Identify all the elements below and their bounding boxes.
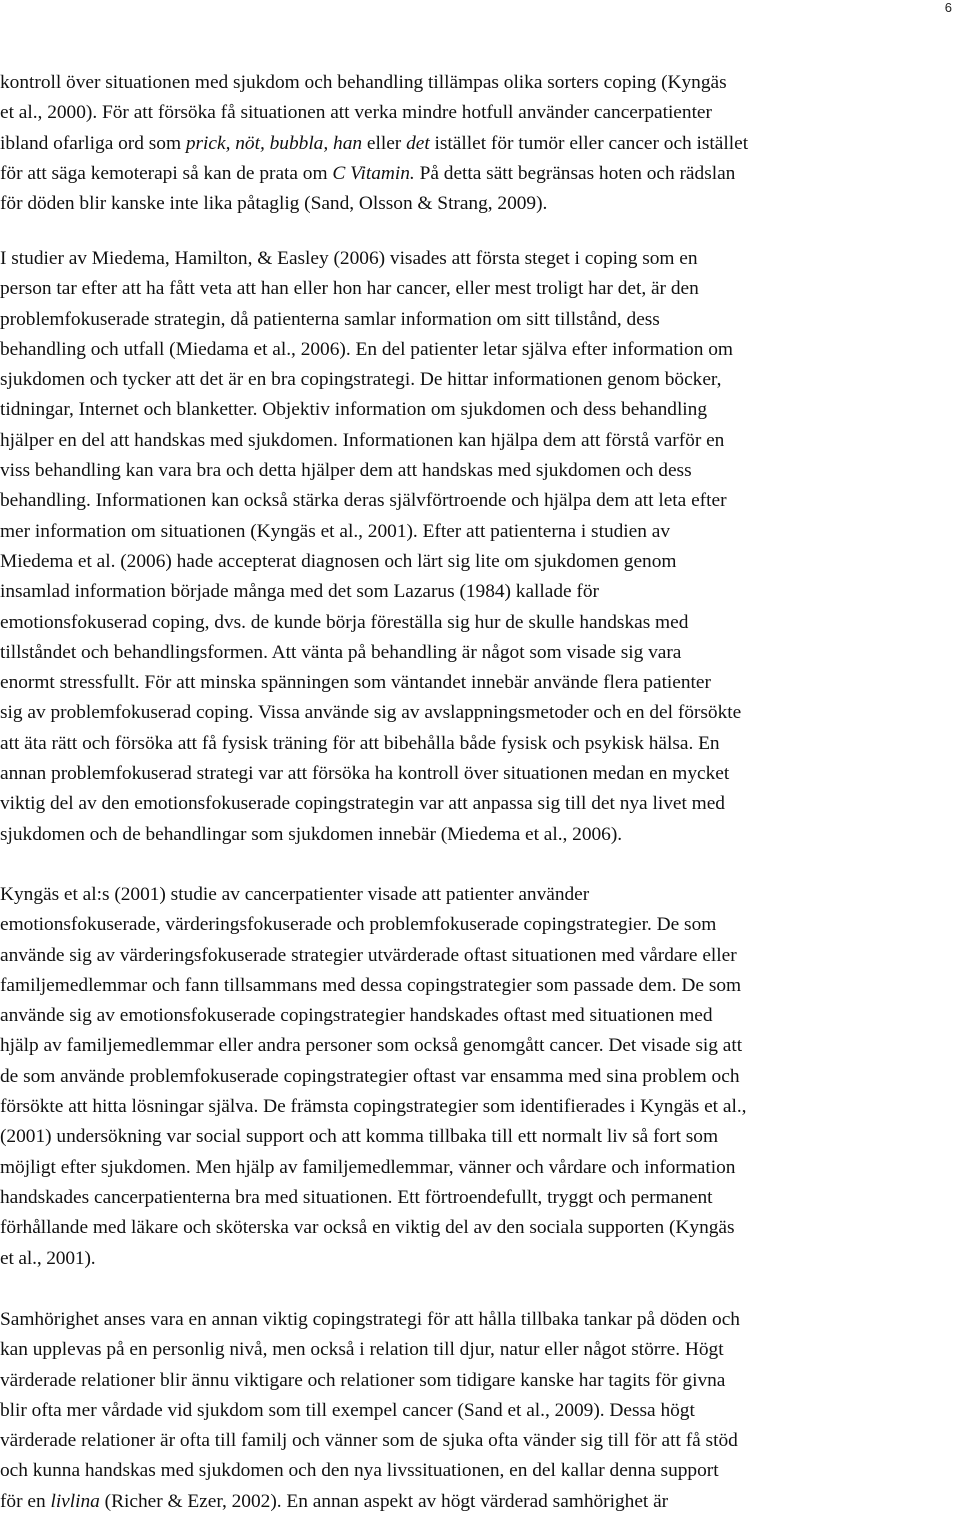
italic-text: C Vitamin. xyxy=(332,162,415,184)
body-text: enormt stressfullt. För att minska spänningen som väntandet innebär använde flera patienter xyxy=(0,672,711,694)
text-line xyxy=(0,305,957,335)
body-text: mer information om situationen (Kyngäs et al., 2001). Efter att patienterna i studien av xyxy=(0,520,670,542)
body-text: (2001) undersökning var social support och att komma tillbaka till ett normalt liv så fort som xyxy=(0,1126,719,1148)
body-text: familjemedlemmar och fann tillsammans med dessa copingstrategier som passade dem. De som xyxy=(0,974,742,996)
body-text: et al., 2001). xyxy=(0,1247,96,1269)
body-text: I studier av Miedema, Hamilton, & Easley (2006) visades att första steget i coping som en xyxy=(0,248,698,269)
text-line xyxy=(0,1456,957,1486)
text-line xyxy=(0,608,957,638)
body-text: för döden blir kanske inte lika påtaglig (Sand, Olsson & Strang, 2009). xyxy=(0,193,548,215)
page-number: 6 xyxy=(944,0,952,15)
text-line xyxy=(0,98,957,128)
body-text: handskades cancerpatienterna bra med situationen. Ett förtroendefullt, tryggt och permanent xyxy=(0,1186,713,1208)
body-text: emotionsfokuserad coping, dvs. de kunde börja föreställa sig hur de skulle handskas med xyxy=(0,611,689,633)
text-line xyxy=(0,577,957,607)
body-text: person tar efter att ha fått veta att han eller hon har cancer, eller mest troligt har det, är den xyxy=(0,278,699,300)
body-text: Miedema et al. (2006) hade accepterat diagnosen och lärt sig lite om sjukdomen genom xyxy=(0,550,677,572)
text-line xyxy=(0,1001,957,1031)
italic-text: det xyxy=(406,132,430,154)
body-text: hjälp av familjemedlemmar eller andra personer som också genomgått cancer. Det visade sig att xyxy=(0,1035,743,1057)
paragraph-kyngas-study xyxy=(0,880,957,1274)
text-line xyxy=(0,1031,957,1061)
text-line xyxy=(0,1213,957,1243)
italic-text: prick, nöt, bubbla, han xyxy=(185,132,363,154)
text-line xyxy=(0,1335,957,1365)
text-line xyxy=(0,820,957,850)
body-text: problemfokuserade strategin, då patienterna samlar information om sitt tillstånd, dess xyxy=(0,308,660,330)
body-text: möjligt efter sjukdomen. Men hjälp av familjemedlemmar, vänner och vårdare och information xyxy=(0,1156,736,1178)
text-line xyxy=(0,486,957,516)
body-text: sjukdomen och de behandlingar som sjukdomen innebär (Miedema et al., 2006). xyxy=(0,823,623,845)
text-line xyxy=(0,365,957,395)
text-line xyxy=(0,1244,957,1274)
body-text: och kunna handskas med sjukdomen och den nya livssituationen, en del kallar denna support xyxy=(0,1460,719,1482)
body-text: emotionsfokuserade, värderingsfokuserade och problemfokuserade copingstrategier. De som xyxy=(0,914,717,936)
text-line xyxy=(0,189,957,219)
text-line xyxy=(0,1396,957,1426)
text-line xyxy=(0,729,957,759)
body-text: för en xyxy=(0,1490,51,1512)
text-line xyxy=(0,547,957,577)
text-line xyxy=(0,1062,957,1092)
body-text: Samhörighet anses vara en annan viktig copingstrategi för att hålla tillbaka tankar på döden och xyxy=(0,1309,740,1330)
body-text: för att säga kemoterapi så kan de prata om xyxy=(0,162,333,184)
text-line xyxy=(0,971,957,1001)
text-line xyxy=(0,1305,957,1335)
body-text: På detta sätt begränsas hoten och rädslan xyxy=(414,162,736,184)
body-text: hjälper en del att handskas med sjukdomen. Informationen kan hjälpa dem att förstå varför en xyxy=(0,429,725,451)
text-line xyxy=(0,698,957,728)
body-text: använde sig av emotionsfokuserade copingstrategier handskades oftast med situationen med xyxy=(0,1005,713,1027)
body-text: (Richer & Ezer, 2002). En annan aspekt av högt värderad samhörighet är xyxy=(99,1490,669,1512)
text-line xyxy=(0,335,957,365)
body-text: kan upplevas på en personlig nivå, men också i relation till djur, natur eller något större. Högt xyxy=(0,1339,724,1361)
text-line xyxy=(0,1153,957,1183)
body-text: kontroll över situationen med sjukdom och behandling tillämpas olika sorters coping (Kyngäs xyxy=(0,72,727,93)
text-line xyxy=(0,1122,957,1152)
body-text: sjukdomen och tycker att det är en bra copingstrategi. De hittar informationen genom böcker, xyxy=(0,369,722,391)
body-text: et al., 2000). För att försöka få situationen att verka mindre hotfull använder cancerpatienter xyxy=(0,102,712,124)
italic-text: livlina xyxy=(50,1490,100,1512)
body-text: försökte att hitta lösningar själva. De främsta copingstrategier som identifierades i Kyngäs et al., xyxy=(0,1096,747,1118)
body-text: ibland ofarliga ord som xyxy=(0,132,186,154)
body-text: använde sig av värderingsfokuserade strategier utvärderade oftast situationen med vårdare eller xyxy=(0,944,737,966)
text-line xyxy=(0,941,957,971)
body-text: sig av problemfokuserad coping. Vissa använde sig av avslappningsmetoder och en del försökte xyxy=(0,702,742,724)
text-line xyxy=(0,1366,957,1396)
text-line xyxy=(0,910,957,940)
body-text: värderade relationer blir ännu viktigare och relationer som tidigare kanske har tagits för givna xyxy=(0,1369,726,1391)
body-text: behandling. Informationen kan också stärka deras självförtroende och hjälpa dem att leta efter xyxy=(0,490,727,512)
text-line xyxy=(0,274,957,304)
paragraph-samhorighet xyxy=(0,1305,957,1517)
text-line xyxy=(0,456,957,486)
paragraph-miedema-study xyxy=(0,244,957,850)
text-line xyxy=(0,1487,957,1517)
body-text: viktig del av den emotionsfokuserade copingstrategin var att anpassa sig till det nya livet med xyxy=(0,793,725,815)
body-text: istället för tumör eller cancer och istället xyxy=(429,132,749,154)
body-text: insamlad information började många med det som Lazarus (1984) kallade för xyxy=(0,581,599,603)
text-line xyxy=(0,880,957,910)
text-line xyxy=(0,789,957,819)
body-text: värderade relationer är ofta till familj och vänner som de sjuka ofta vänder sig till för att få stöd xyxy=(0,1430,738,1452)
body-text: de som använde problemfokuserade copingstrategier oftast var ensamma med sina problem och xyxy=(0,1065,740,1087)
text-line xyxy=(0,426,957,456)
text-line xyxy=(0,668,957,698)
body-text: behandling och utfall (Miedama et al., 2006). En del patienter letar själva efter information om xyxy=(0,338,733,360)
text-line xyxy=(0,244,957,274)
body-text: tidningar, Internet och blanketter. Objektiv information om sjukdomen och dess behandling xyxy=(0,399,708,421)
text-line xyxy=(0,1426,957,1456)
text-line xyxy=(0,1183,957,1213)
body-text: förhållande med läkare och sköterska var också en viktig del av den sociala supporten (Kyngäs xyxy=(0,1217,735,1239)
body-text: blir ofta mer vårdade vid sjukdom som till exempel cancer (Sand et al., 2009). Dessa högt xyxy=(0,1399,695,1421)
body-text: att äta rätt och försöka att få fysisk träning för att bibehålla både fysisk och psykisk hälsa. En xyxy=(0,732,720,754)
text-line xyxy=(0,638,957,668)
text-line xyxy=(0,517,957,547)
paragraph-coping-word-choice xyxy=(0,68,957,219)
body-text: tillståndet och behandlingsformen. Att vänta på behandling är något som visade sig vara xyxy=(0,641,682,663)
text-line xyxy=(0,68,957,98)
body-text: viss behandling kan vara bra och detta hjälper dem att handskas med sjukdomen och dess xyxy=(0,460,692,482)
body-text: eller xyxy=(362,132,407,154)
body-text: Kyngäs et al:s (2001) studie av cancerpatienter visade att patienter använder xyxy=(0,884,590,905)
text-line xyxy=(0,159,957,189)
text-line xyxy=(0,129,957,159)
text-line xyxy=(0,759,957,789)
body-text: annan problemfokuserad strategi var att försöka ha kontroll över situationen medan en mycket xyxy=(0,763,730,785)
text-line xyxy=(0,395,957,425)
text-line xyxy=(0,1092,957,1122)
